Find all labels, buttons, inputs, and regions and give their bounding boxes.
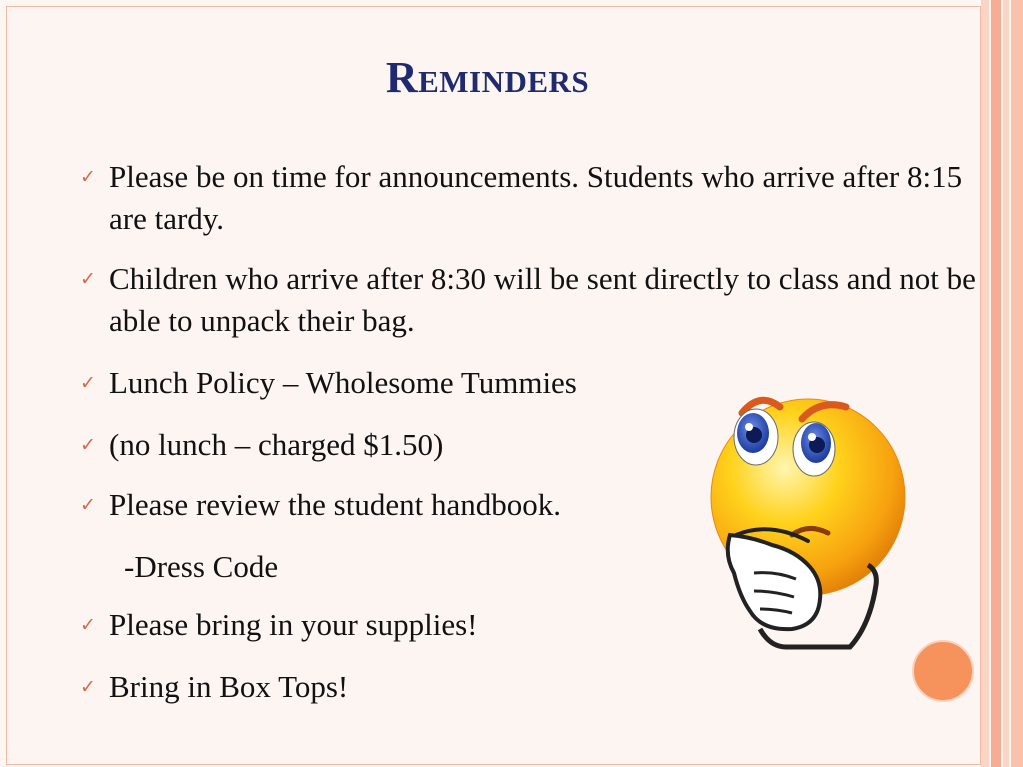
slide-title: Reminders — [385, 53, 590, 102]
sub-item: -Dress Code — [124, 549, 279, 584]
decorative-stripes — [981, 0, 1023, 767]
thinking-smiley-icon — [700, 385, 910, 650]
stripe — [991, 0, 1001, 767]
checkmark-icon: ✓ — [80, 614, 96, 636]
checkmark-icon: ✓ — [80, 372, 96, 394]
checkmark-icon: ✓ — [80, 166, 96, 188]
stripe — [1003, 0, 1009, 767]
bullet-text: Please be on time for announcements. Students who arrive after 8:15 are tardy. — [109, 159, 963, 236]
accent-circle — [912, 640, 974, 702]
checkmark-icon: ✓ — [80, 434, 96, 456]
stripe — [981, 0, 989, 767]
bullet-text: Bring in Box Tops! — [109, 669, 349, 704]
bullet-text: Please bring in your supplies! — [109, 607, 478, 642]
checkmark-icon: ✓ — [80, 494, 96, 516]
stripe — [1011, 0, 1023, 767]
checkmark-icon: ✓ — [80, 268, 96, 290]
checkmark-icon: ✓ — [80, 676, 96, 698]
bullet-text: Children who arrive after 8:30 will be sent directly to class and not be able to unpack their bag. — [109, 261, 976, 338]
bullet-text: (no lunch – charged $1.50) — [109, 427, 444, 462]
bullet-text: Please review the student handbook. — [109, 487, 561, 522]
bullet-text: Lunch Policy – Wholesome Tummies — [109, 365, 577, 400]
